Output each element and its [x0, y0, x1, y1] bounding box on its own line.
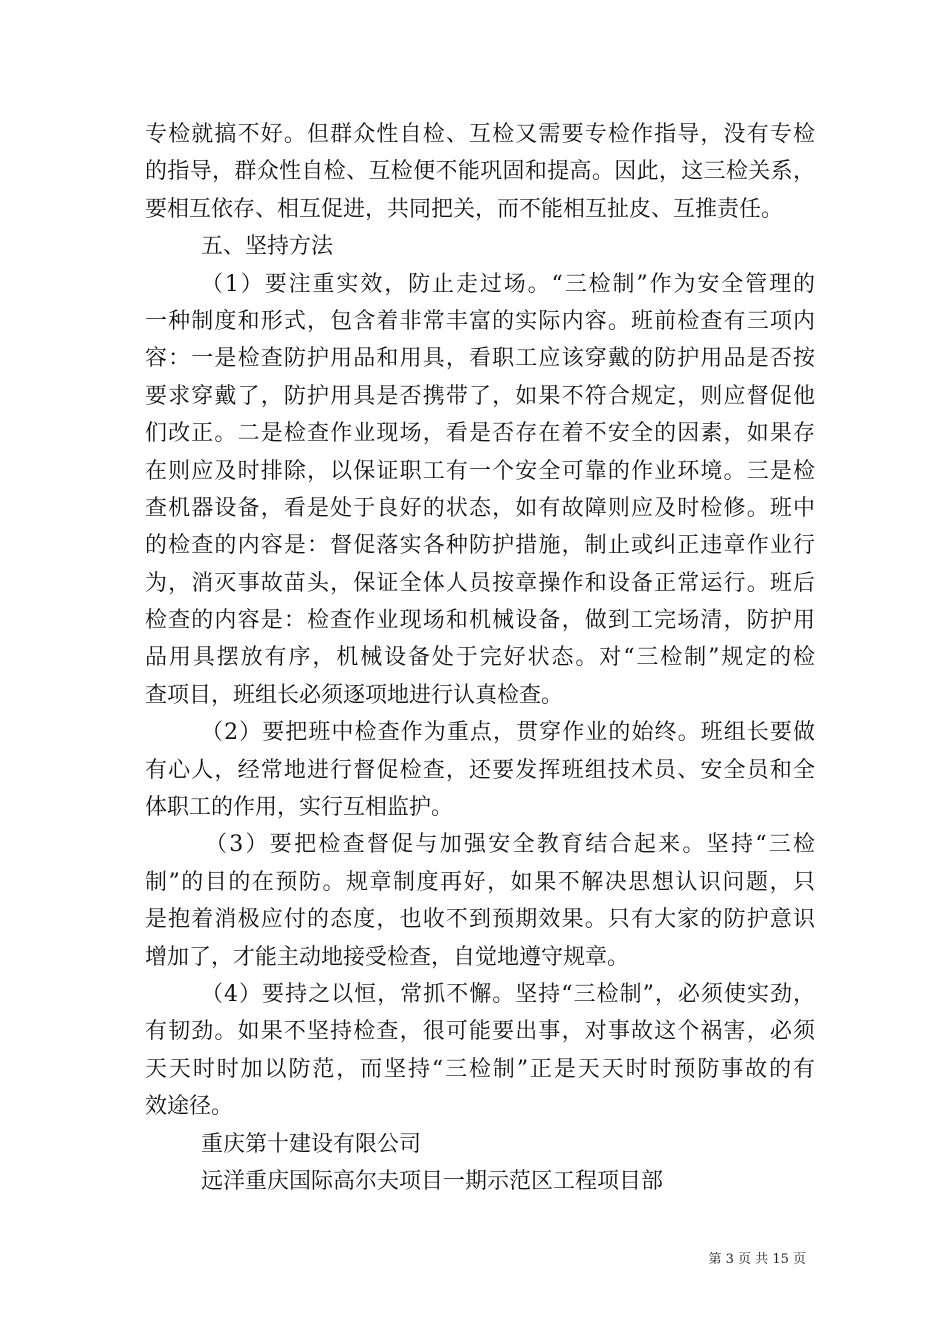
body-line: 一种制度和形式，包含着非常丰富的实际内容。班前检查有三项内 — [145, 308, 815, 334]
body-line: 在则应及时排除，以保证职工有一个安全可靠的作业环境。三是检 — [145, 458, 815, 484]
project-department: 远洋重庆国际高尔夫项目一期示范区工程项目部 — [201, 1168, 664, 1194]
body-line: 为，消灭事故苗头，保证全体人员按章操作和设备正常运行。班后 — [145, 570, 815, 596]
company-name: 重庆第十建设有限公司 — [201, 1131, 422, 1157]
body-line: 体职工的作用，实行互相监护。 — [145, 795, 454, 821]
body-line: 效途径。 — [145, 1094, 234, 1120]
body-line: 有心人，经常地进行督促检查，还要发挥班组技术员、安全员和全 — [145, 757, 815, 783]
paragraph-2-start: （2）要把班中检查作为重点，贯穿作业的始终。班组长要做 — [201, 720, 815, 746]
body-line: 的指导，群众性自检、互检便不能巩固和提高。因此，这三检关系， — [145, 159, 815, 185]
body-line: 有韧劲。如果不坚持检查，很可能要出事，对事故这个祸害，必须 — [145, 1019, 815, 1045]
body-line: 检查的内容是：检查作业现场和机械设备，做到工完场清，防护用 — [145, 608, 815, 634]
body-line: 专检就搞不好。但群众性自检、互检又需要专检作指导，没有专检 — [145, 122, 815, 147]
body-line: 天天时时加以防范，而坚持“三检制”正是天天时时预防事故的有 — [145, 1056, 815, 1082]
body-line: 的检查的内容是：督促落实各种防护措施，制止或纠正违章作业行 — [145, 533, 815, 559]
body-line: 制”的目的在预防。规章制度再好，如果不解决思想认识问题，只 — [145, 869, 815, 895]
body-line: 容：一是检查防护用品和用具，看职工应该穿戴的防护用品是否按 — [145, 346, 815, 372]
body-line: 查机器设备，看是处于良好的状态，如有故障则应及时检修。班中 — [145, 495, 815, 521]
body-line: 增加了，才能主动地接受检查，自觉地遵守规章。 — [145, 944, 630, 970]
body-line: 是抱着消极应付的态度，也收不到预期效果。只有大家的防护意识 — [145, 907, 815, 933]
body-line: 要相互依存、相互促进，共同把关，而不能相互扯皮、互推责任。 — [145, 196, 784, 222]
body-line: 品用具摆放有序，机械设备处于完好状态。对“三检制”规定的检 — [145, 645, 815, 671]
body-line: 要求穿戴了，防护用具是否携带了，如果不符合规定，则应督促他 — [145, 383, 815, 409]
paragraph-3-start: （3）要把检查督促与加强安全教育结合起来。坚持“三检 — [205, 832, 815, 858]
section-heading: 五、坚持方法 — [201, 234, 334, 260]
body-line: 们改正。二是检查作业现场，看是否存在着不安全的因素，如果存 — [145, 421, 815, 447]
paragraph-1-start: （1）要注重实效，防止走过场。“三检制”作为安全管理的 — [201, 271, 815, 297]
page-number: 第 3 页 共 15 页 — [708, 1252, 806, 1267]
document-body — [145, 116, 815, 1200]
body-line: 查项目，班组长必须逐项地进行认真检查。 — [145, 682, 564, 708]
paragraph-4-start: （4）要持之以恒，常抓不懈。坚持“三检制”，必须使实劲， — [201, 981, 815, 1007]
